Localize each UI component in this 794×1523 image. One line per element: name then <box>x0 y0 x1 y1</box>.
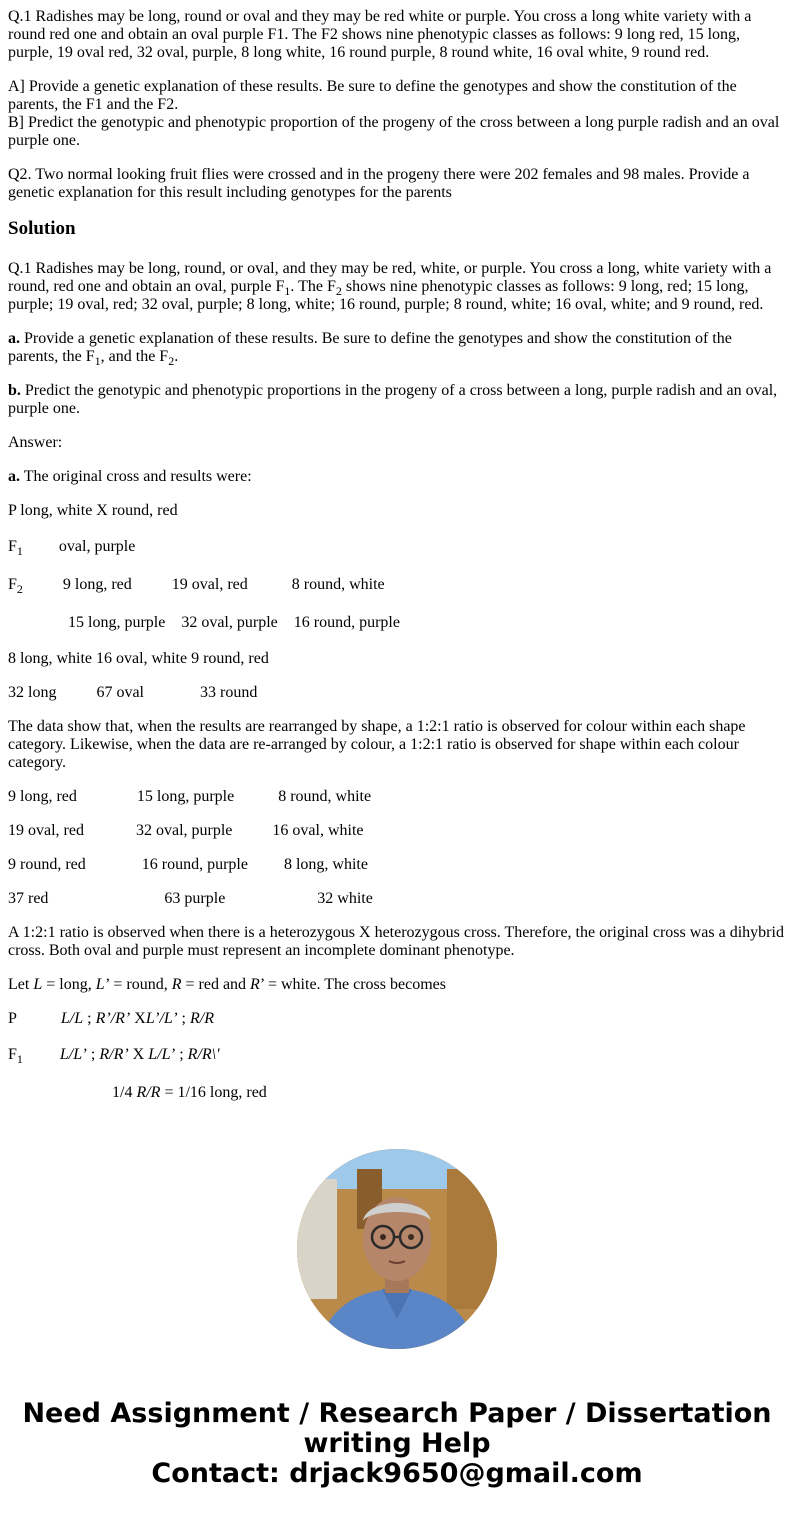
avatar-portrait <box>297 1149 497 1349</box>
footer-contact <box>0 1399 794 1489</box>
f1-line: $F_1$ oval, purple <box>8 538 136 558</box>
solution-part-a: a. Provide a genetic explanation of these results. Be sure to define the genotypes and show the constitution of the parents, the $F_1$, and the $F_2$. <box>8 330 732 368</box>
footer-line-1: Need Assignment / Research Paper / Dissertation <box>22 1398 772 1429</box>
cross-p-genotypes: P L/L ; R’/R’ XL’/L’ ; R/R <box>8 1010 214 1027</box>
avatar <box>297 1149 497 1349</box>
totals-by-shape: 32 long 67 oval 33 round <box>8 684 258 701</box>
f2-row-3: 8 long, white 16 oval, white 9 round, red <box>8 650 269 667</box>
question-a: A] Provide a genetic explanation of these results. Be sure to define the genotypes and show the constitution of the parents, the F1 and the F2. <box>8 78 737 113</box>
question-q2: Q2. Two normal looking fruit flies were crossed and in the progeny there were 202 females and 98 males. Provide a genetic explanation for this result including genotypes for the parents <box>8 166 750 201</box>
solution-q1: Q.1 Radishes may be long, round, or oval, and they may be red, white, or purple. You cross a long, white variety with a round, red one and obtain an oval, purple $F_1$. The $F_2$ shows nine phenotypic classes as follows: 9 long, red; 15 long, purple; 19 oval, red; 32 oval, purple; 8 long, white; 16 round, purple; 8 round, white; 16 oval, white; and 9 round, red. <box>8 260 772 313</box>
answer-a: a. The original cross and results were: <box>8 468 252 485</box>
solution-part-b: b. Predict the genotypic and phenotypic proportions in the progeny of a cross between a long, purple radish and an oval, purple one. <box>8 382 778 417</box>
question-q1: Q.1 Radishes may be long, round or oval and they may be red white or purple. You cross a long white variety with a round red one and obtain an oval purple F1. The F2 shows nine phenotypic classes as follows: 9 long red, 15 long, purple, 19 oval red, 32 oval, purple, 8 long white, 16 round purple, 8 round white, 16 oval white, 9 round red. <box>8 8 752 61</box>
answer-label: Answer: <box>8 434 63 451</box>
totals-by-colour: 37 red 63 purple 32 white <box>8 890 373 907</box>
allele-definitions: Let L = long, L’ = round, R = red and R’ = white. The cross becomes <box>8 976 446 993</box>
avatar-container <box>0 1149 794 1349</box>
solution-heading: Solution <box>8 218 76 239</box>
footer-line-2: writing Help <box>303 1428 491 1459</box>
f2-row-2: 15 long, purple 32 oval, purple 16 round, purple <box>8 614 400 631</box>
explanation-ratio: The data show that, when the results are rearranged by shape, a 1:2:1 ratio is observed for colour within each shape category. Likewise, when the data are re-arranged by colour, a 1:2:1 ratio is observed for shape within each colour category. <box>8 718 746 771</box>
row-by-shape-oval: 19 oval, red 32 oval, purple 16 oval, white <box>8 822 364 839</box>
question-b: B] Predict the genotypic and phenotypic proportion of the progeny of the cross between a long purple radish and an oval purple one. <box>8 114 780 149</box>
cross-f1-genotypes: $F_1$ L/L’ ; R/R’ X L/L’ ; R/R\' <box>8 1046 220 1066</box>
f2-line: $F_2$ 9 long, red 19 oval, red 8 round, white <box>8 576 385 596</box>
ratio-line: 1/4 R/R = 1/16 long, red <box>112 1084 267 1101</box>
footer-contact-email: Contact: drjack9650@gmail.com <box>151 1458 643 1489</box>
cross-p-line: P long, white X round, red <box>8 502 178 519</box>
row-by-shape-round: 9 round, red 16 round, purple 8 long, white <box>8 856 368 873</box>
question-ab <box>8 78 786 150</box>
row-by-shape-long: 9 long, red 15 long, purple 8 round, white <box>8 788 372 805</box>
explanation-dihybrid: A 1:2:1 ratio is observed when there is a heterozygous X heterozygous cross. Therefore, the original cross was a dihybrid cross. Both oval and purple must represent an incomplete dominant phenotype. <box>8 924 784 959</box>
